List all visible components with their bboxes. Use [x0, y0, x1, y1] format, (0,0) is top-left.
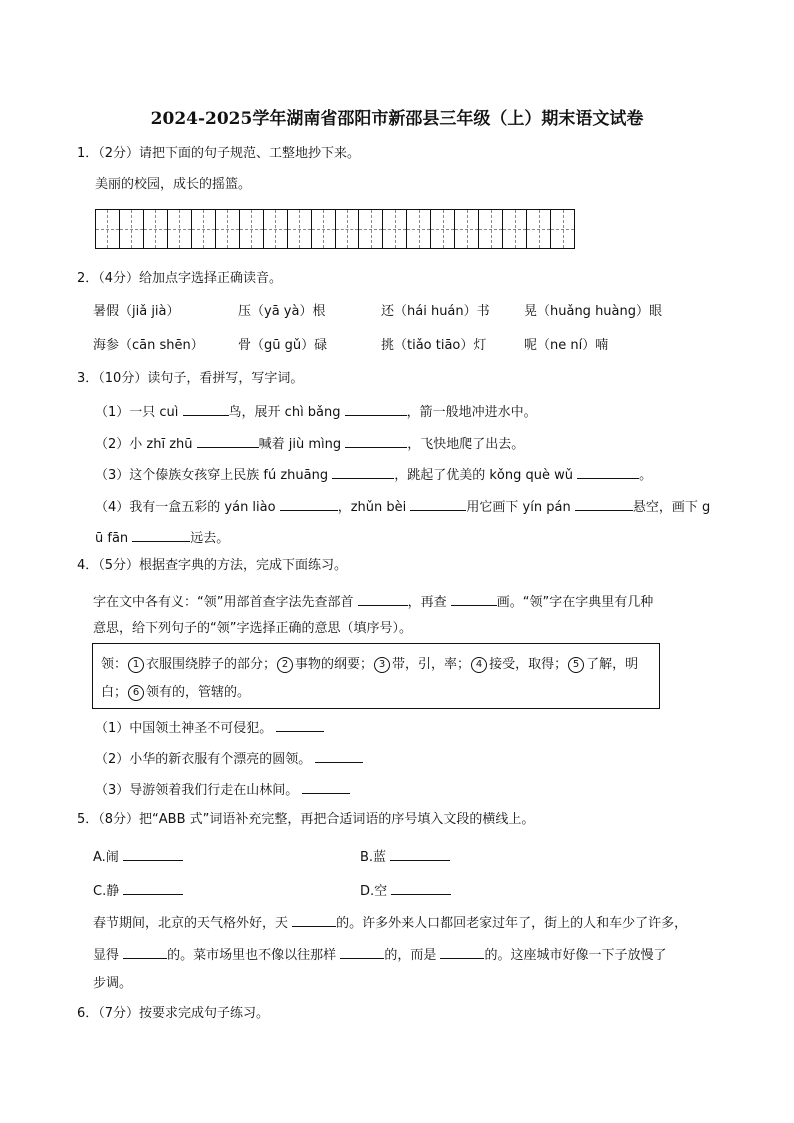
pinyin-option[interactable]: 还（hái huán）书	[381, 304, 490, 319]
grid-cell[interactable]	[431, 210, 455, 248]
grid-cell[interactable]	[288, 210, 312, 248]
answer-blank[interactable]	[132, 527, 190, 542]
grid-cell[interactable]	[264, 210, 288, 248]
answer-blank[interactable]	[358, 591, 408, 606]
grid-cell[interactable]	[551, 210, 574, 248]
answer-blank[interactable]	[410, 496, 466, 511]
circled-number: 6	[128, 685, 144, 701]
question-text: （5分）根据查字典的方法，完成下面练习。	[98, 558, 348, 573]
grid-cell[interactable]	[144, 210, 168, 248]
option-b: B.蓝	[360, 846, 450, 867]
circled-number: 2	[277, 657, 293, 673]
grid-cell[interactable]	[479, 210, 503, 248]
question-number: 5．	[77, 812, 99, 827]
answer-blank[interactable]	[280, 496, 338, 511]
pinyin-option[interactable]: 暑假（jiǎ jià）	[93, 304, 180, 319]
grid-cell[interactable]	[192, 210, 216, 248]
question-3-line-2: （2）小 zhī zhū 喊着 jiù mìng ，飞快地爬了出去。	[95, 433, 524, 454]
answer-blank[interactable]	[575, 496, 633, 511]
answer-blank[interactable]	[391, 880, 451, 895]
page-title: 2024-2025学年湖南省邵阳市新邵县三年级（上）期末语文试卷	[150, 109, 644, 129]
question-5-paragraph-3: 步调。	[93, 976, 133, 991]
answer-blank[interactable]	[123, 880, 183, 895]
circled-number: 1	[128, 657, 144, 673]
question-text: （2分）请把下面的句子规范、工整地抄下来。	[98, 146, 361, 161]
grid-cell[interactable]	[336, 210, 360, 248]
question-1-heading	[77, 145, 360, 163]
writing-grid[interactable]	[95, 209, 575, 249]
question-4-sentence-3: （3）导游领着我们行走在山林间。	[95, 779, 350, 800]
question-number: 2．	[77, 271, 99, 286]
pinyin-option[interactable]: 呢（ne ní）喃	[524, 338, 609, 353]
question-5-paragraph-2: 显得 的。菜市场里也不像以往那样 的，而是 的。这座城市好像一下子放慢了	[93, 944, 666, 965]
answer-blank[interactable]	[340, 944, 384, 959]
question-text: （7分）按要求完成句子练习。	[98, 1006, 270, 1021]
question-3-line-3: （3）这个傣族女孩穿上民族 fú zhuāng ，跳起了优美的 kǒng què wǔ 。	[95, 464, 652, 485]
question-number: 4．	[77, 558, 99, 573]
grid-cell[interactable]	[455, 210, 479, 248]
answer-blank[interactable]	[123, 846, 183, 861]
answer-blank[interactable]	[302, 779, 350, 794]
grid-cell[interactable]	[312, 210, 336, 248]
answer-blank[interactable]	[197, 433, 259, 448]
question-number: 1．	[77, 146, 99, 161]
option-c: C.静	[93, 880, 183, 901]
question-4-heading	[77, 557, 347, 575]
pinyin-option[interactable]: 压（yā yà）根	[238, 304, 326, 319]
grid-cell[interactable]	[240, 210, 264, 248]
question-4-sentence-2: （2）小华的新衣服有个漂亮的圆领。	[95, 748, 363, 769]
question-text: （10分）读句子，看拼写，写字词。	[98, 371, 304, 386]
answer-blank[interactable]	[345, 401, 407, 416]
answer-blank[interactable]	[276, 717, 324, 732]
question-3-line-5: ū fān 远去。	[95, 527, 229, 548]
question-5-paragraph-1: 春节期间，北京的天气格外好，天 的。许多外来人口都回老家过年了，街上的人和车少了许多，	[93, 912, 687, 933]
circled-number: 3	[374, 657, 390, 673]
grid-cell[interactable]	[359, 210, 383, 248]
question-3-heading	[77, 370, 303, 388]
question-3-line-4: （4）我有一盒五彩的 yán liào ，zhǔn bèi 用它画下 yín pán 悬空，画下 g	[95, 496, 710, 517]
answer-blank[interactable]	[390, 846, 450, 861]
answer-blank[interactable]	[183, 401, 229, 416]
answer-blank[interactable]	[451, 591, 497, 606]
grid-cell[interactable]	[120, 210, 144, 248]
pinyin-option[interactable]: 骨（gū gǔ）碌	[238, 338, 328, 353]
question-5-heading	[77, 811, 534, 829]
option-a: A.闹	[93, 846, 183, 867]
circled-number: 4	[471, 657, 487, 673]
question-text: （4分）给加点字选择正确读音。	[98, 271, 283, 286]
circled-number: 5	[568, 657, 584, 673]
copy-sentence: 美丽的校园，成长的摇篮。	[95, 177, 252, 192]
grid-cell[interactable]	[503, 210, 527, 248]
pinyin-option[interactable]: 晃（huǎng huàng）眼	[524, 304, 663, 319]
question-6-heading	[77, 1005, 269, 1023]
question-4-paragraph-1: 字在文中各有义：“领”用部首查字法先查部首 ，再查 画。“领”字在字典里有几种	[93, 591, 653, 612]
question-3-line-1: （1）一只 cuì 鸟，展开 chì bǎng ，箭一般地冲进水中。	[95, 401, 537, 422]
question-4-paragraph-2: 意思，给下列句子的“领”字选择正确的意思（填序号）。	[93, 621, 412, 636]
pinyin-option[interactable]: 海参（cān shēn）	[93, 338, 204, 353]
grid-cell[interactable]	[168, 210, 192, 248]
question-2-heading	[77, 270, 282, 288]
grid-cell[interactable]	[527, 210, 551, 248]
answer-blank[interactable]	[577, 464, 639, 479]
question-text: （8分）把“ABB 式”词语补充完整，再把合适词语的序号填入文段的横线上。	[98, 812, 535, 827]
grid-cell[interactable]	[383, 210, 407, 248]
answer-blank[interactable]	[315, 748, 363, 763]
grid-cell[interactable]	[216, 210, 240, 248]
answer-blank[interactable]	[123, 944, 167, 959]
question-4-sentence-1: （1）中国领土神圣不可侵犯。	[95, 717, 324, 738]
grid-cell[interactable]	[96, 210, 120, 248]
question-number: 6．	[77, 1006, 99, 1021]
definition-box: 领： 1 衣服围绕脖子的部分； 2 事物的纲要； 3 带，引，率； 4 接受，取得； 5 了解，明白； 6 领有的，管辖的。	[92, 643, 660, 709]
answer-blank[interactable]	[292, 912, 336, 927]
option-d: D.空	[360, 880, 451, 901]
question-number: 3．	[77, 371, 99, 386]
pinyin-option[interactable]: 挑（tiǎo tiāo）灯	[381, 338, 487, 353]
answer-blank[interactable]	[440, 944, 484, 959]
grid-cell[interactable]	[407, 210, 431, 248]
answer-blank[interactable]	[332, 464, 394, 479]
answer-blank[interactable]	[345, 433, 407, 448]
